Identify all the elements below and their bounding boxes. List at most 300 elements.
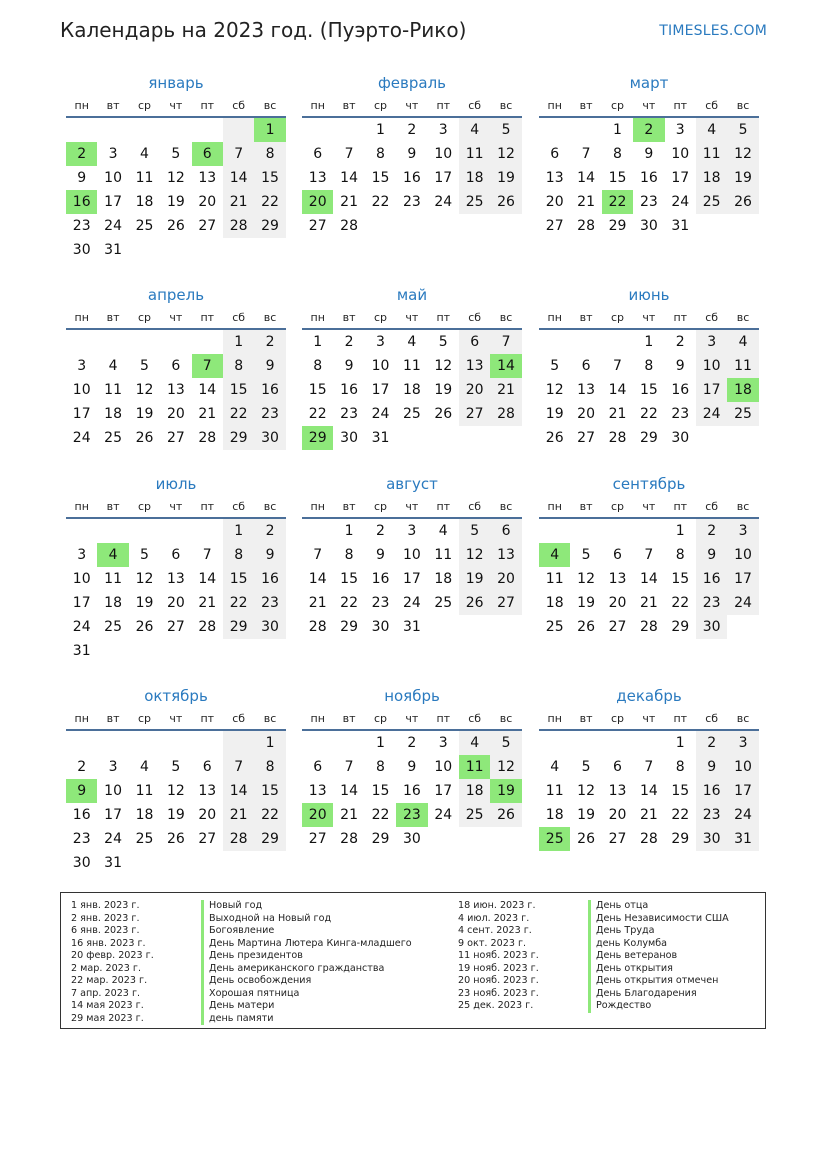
day-cell: 16: [402, 783, 421, 799]
day-cell: 21: [639, 807, 658, 823]
day-cell: 8: [254, 142, 285, 166]
day-cell: 7: [344, 146, 354, 162]
day-cell: 12: [459, 543, 490, 567]
day-cell: 2: [696, 519, 727, 543]
weekday-label: чт: [642, 98, 656, 112]
day-cell: 1: [376, 735, 385, 751]
empty-day-cell: [129, 118, 160, 142]
day-cell: 11: [459, 142, 490, 166]
day-cell: 4: [459, 731, 490, 755]
day-cell: 26: [577, 619, 595, 635]
day-cell: 19: [545, 406, 564, 422]
week-row: [66, 238, 286, 262]
holiday-name: Рождество: [588, 1000, 651, 1013]
holiday-day-cell: 23: [396, 803, 427, 827]
day-cell: 3: [438, 735, 448, 751]
weekday-label: сб: [468, 310, 482, 324]
day-cell: 16: [254, 378, 285, 402]
day-cell: 25: [104, 430, 122, 446]
week-row: [302, 755, 522, 779]
week-row: [66, 639, 286, 663]
holiday-date: 18 июн. 2023 г.: [458, 900, 536, 911]
legend-row: [71, 950, 412, 963]
day-cell: 27: [577, 430, 595, 446]
holiday-day-cell: 2: [633, 118, 664, 142]
page-title: Календарь на 2023 год. (Пуэрто-Рико): [60, 18, 467, 42]
day-cell: 9: [407, 759, 417, 775]
day-cell: 4: [727, 330, 758, 354]
day-cell: 6: [613, 759, 622, 775]
empty-day-cell: [192, 731, 223, 755]
day-cell: 20: [608, 807, 627, 823]
day-cell: 21: [639, 595, 658, 611]
empty-day-cell: [396, 214, 427, 238]
day-cell: 26: [490, 190, 521, 214]
day-cell: 24: [727, 591, 758, 615]
day-cell: 7: [490, 330, 521, 354]
holiday-day-cell: 1: [254, 118, 285, 142]
empty-day-cell: [66, 731, 97, 755]
day-cell: 12: [135, 382, 154, 398]
holiday-date: 22 мар. 2023 г.: [71, 975, 148, 986]
day-cell: 3: [438, 122, 448, 138]
weekday-label: пт: [200, 310, 215, 324]
day-cell: 26: [166, 831, 185, 847]
day-cell: 22: [371, 807, 390, 823]
day-cell: 23: [671, 406, 690, 422]
day-cell: 25: [545, 619, 564, 635]
empty-day-cell: [602, 731, 633, 755]
holiday-date: 25 дек. 2023 г.: [458, 1000, 534, 1011]
day-cell: 4: [459, 118, 490, 142]
weekday-label: вт: [579, 711, 593, 725]
weekday-label: вс: [263, 310, 277, 324]
weekday-header: [66, 707, 286, 731]
day-cell: 30: [254, 615, 285, 639]
week-row: [302, 118, 522, 142]
day-cell: 13: [166, 571, 185, 587]
weekday-label: пн: [547, 499, 562, 513]
holiday-name: День открытия: [588, 963, 673, 976]
site-link[interactable]: TIMESLES.COM: [659, 23, 767, 39]
day-cell: 15: [223, 378, 254, 402]
empty-day-cell: [254, 851, 285, 875]
day-cell: 18: [459, 166, 490, 190]
day-cell: 15: [639, 382, 658, 398]
day-cell: 18: [104, 406, 122, 422]
day-cell: 14: [340, 783, 358, 799]
day-cell: 12: [434, 358, 453, 374]
day-cell: 4: [550, 759, 560, 775]
holiday-day-cell: 7: [192, 354, 223, 378]
day-cell: 24: [72, 619, 91, 635]
weekday-label: сб: [705, 711, 719, 725]
day-cell: 6: [171, 547, 181, 563]
day-cell: 23: [340, 406, 358, 422]
weekday-label: вс: [263, 711, 277, 725]
legend-row: [458, 1000, 729, 1013]
day-cell: 25: [459, 803, 490, 827]
month-4: [66, 284, 286, 450]
legend-row: [71, 938, 412, 951]
day-cell: 17: [104, 807, 122, 823]
empty-day-cell: [490, 426, 521, 450]
month-7: [66, 473, 286, 663]
day-cell: 5: [581, 759, 591, 775]
week-row: [302, 519, 522, 543]
weekday-label: ср: [137, 98, 151, 112]
day-cell: 17: [402, 571, 421, 587]
day-cell: 1: [223, 519, 254, 543]
day-cell: 13: [608, 571, 627, 587]
day-cell: 1: [376, 122, 385, 138]
day-cell: 17: [696, 378, 727, 402]
day-cell: 3: [727, 519, 758, 543]
legend-row: [71, 975, 412, 988]
day-cell: 22: [223, 402, 254, 426]
month-12: [539, 685, 759, 851]
empty-day-cell: [160, 330, 191, 354]
day-cell: 21: [340, 807, 358, 823]
day-cell: 23: [696, 803, 727, 827]
week-row: [539, 519, 759, 543]
day-cell: 27: [545, 218, 564, 234]
month-name: ноябрь: [384, 687, 440, 705]
day-cell: 15: [608, 170, 627, 186]
day-cell: 5: [171, 146, 181, 162]
empty-day-cell: [696, 214, 727, 238]
empty-day-cell: [192, 330, 223, 354]
empty-day-cell: [633, 731, 664, 755]
day-cell: 19: [459, 567, 490, 591]
day-cell: 12: [166, 783, 185, 799]
day-cell: 15: [671, 783, 690, 799]
weekday-header: [539, 707, 759, 731]
empty-day-cell: [302, 731, 333, 755]
day-cell: 27: [608, 831, 627, 847]
month-name: апрель: [147, 286, 205, 304]
day-cell: 5: [550, 358, 560, 374]
day-cell: 15: [223, 567, 254, 591]
empty-day-cell: [727, 615, 758, 639]
day-cell: 4: [108, 358, 118, 374]
day-cell: 5: [459, 519, 490, 543]
day-cell: 9: [696, 755, 727, 779]
day-cell: 9: [696, 543, 727, 567]
day-cell: 8: [613, 146, 622, 162]
week-row: [539, 166, 759, 190]
holiday-date: 4 июл. 2023 г.: [458, 912, 530, 924]
day-cell: 12: [577, 783, 595, 799]
month-name: август: [386, 475, 438, 493]
day-cell: 24: [72, 430, 91, 446]
empty-day-cell: [129, 330, 160, 354]
day-cell: 22: [223, 591, 254, 615]
day-cell: 28: [639, 619, 658, 635]
empty-day-cell: [490, 827, 521, 851]
empty-day-cell: [539, 330, 570, 354]
day-cell: 31: [104, 855, 122, 871]
day-cell: 21: [223, 803, 254, 827]
empty-day-cell: [428, 426, 459, 450]
week-row: [302, 591, 522, 615]
week-row: [302, 615, 522, 639]
day-cell: 28: [340, 831, 358, 847]
holiday-name: День ветеранов: [588, 950, 677, 963]
weekday-label: пт: [673, 98, 688, 112]
day-cell: 10: [104, 783, 122, 799]
day-cell: 3: [77, 358, 87, 374]
holiday-day-cell: 18: [727, 378, 758, 402]
empty-day-cell: [570, 731, 601, 755]
day-cell: 7: [202, 547, 212, 563]
day-cell: 14: [198, 382, 217, 398]
day-cell: 18: [104, 595, 122, 611]
holiday-date: 19 нояб. 2023 г.: [458, 962, 539, 974]
day-cell: 30: [696, 827, 727, 851]
week-row: [66, 378, 286, 402]
weekday-label: чт: [169, 98, 183, 112]
day-cell: 19: [135, 406, 154, 422]
day-cell: 9: [77, 170, 87, 186]
day-cell: 25: [402, 406, 421, 422]
day-cell: 14: [577, 170, 595, 186]
day-cell: 4: [438, 523, 448, 539]
day-cell: 5: [140, 547, 149, 563]
day-cell: 7: [581, 146, 591, 162]
day-cell: 20: [166, 595, 185, 611]
holiday-day-cell: 6: [192, 142, 223, 166]
legend-row: [458, 988, 729, 1001]
day-cell: 22: [371, 194, 390, 210]
week-row: [302, 142, 522, 166]
day-cell: 6: [459, 330, 490, 354]
week-row: [66, 426, 286, 450]
day-cell: 29: [254, 214, 285, 238]
day-cell: 25: [135, 218, 154, 234]
empty-day-cell: [66, 519, 97, 543]
day-cell: 28: [490, 402, 521, 426]
empty-day-cell: [254, 639, 285, 663]
day-cell: 2: [675, 334, 685, 350]
empty-day-cell: [365, 214, 396, 238]
day-cell: 3: [376, 334, 385, 350]
day-cell: 30: [696, 615, 727, 639]
empty-day-cell: [160, 731, 191, 755]
empty-day-cell: [97, 330, 128, 354]
empty-day-cell: [428, 615, 459, 639]
day-cell: 26: [490, 803, 521, 827]
day-cell: 2: [254, 519, 285, 543]
weekday-label: пн: [547, 310, 562, 324]
day-cell: 19: [577, 595, 595, 611]
day-cell: 30: [72, 855, 91, 871]
weekday-label: вт: [106, 711, 120, 725]
week-row: [66, 354, 286, 378]
day-cell: 16: [639, 170, 658, 186]
empty-day-cell: [459, 827, 490, 851]
weekday-label: ср: [137, 310, 151, 324]
day-cell: 1: [613, 122, 622, 138]
weekday-label: пт: [436, 499, 451, 513]
month-name: октябрь: [144, 687, 208, 705]
week-row: [302, 426, 522, 450]
weekday-label: пн: [74, 310, 89, 324]
day-cell: 2: [407, 122, 417, 138]
weekday-label: вт: [106, 98, 120, 112]
weekday-label: ср: [373, 98, 387, 112]
weekday-label: вт: [342, 711, 356, 725]
weekday-label: чт: [405, 310, 419, 324]
holiday-name: День Мартина Лютера Кинга-младшего: [201, 938, 412, 951]
legend-right-column: [458, 900, 729, 1013]
weekday-label: сб: [232, 98, 246, 112]
day-cell: 29: [223, 426, 254, 450]
day-cell: 23: [402, 194, 421, 210]
empty-day-cell: [97, 519, 128, 543]
holiday-day-cell: 9: [66, 779, 97, 803]
empty-day-cell: [160, 118, 191, 142]
day-cell: 25: [434, 595, 453, 611]
legend-row: [458, 950, 729, 963]
week-row: [539, 803, 759, 827]
day-cell: 11: [135, 783, 154, 799]
empty-day-cell: [160, 519, 191, 543]
weekday-label: вс: [499, 499, 513, 513]
day-cell: 11: [727, 354, 758, 378]
empty-day-cell: [302, 118, 333, 142]
week-row: [302, 779, 522, 803]
day-cell: 1: [675, 523, 685, 539]
week-row: [539, 378, 759, 402]
day-cell: 4: [407, 334, 417, 350]
empty-day-cell: [570, 519, 601, 543]
month-5: [302, 284, 522, 450]
day-cell: 14: [340, 170, 358, 186]
legend-row: [71, 1013, 412, 1026]
day-cell: 15: [371, 170, 390, 186]
day-cell: 18: [459, 779, 490, 803]
weekday-label: пн: [310, 711, 325, 725]
weekday-header: [302, 306, 522, 330]
day-cell: 2: [376, 523, 385, 539]
empty-day-cell: [66, 118, 97, 142]
weekday-label: вс: [736, 310, 750, 324]
holiday-date: 9 окт. 2023 г.: [458, 937, 527, 949]
empty-day-cell: [459, 214, 490, 238]
day-cell: 20: [198, 807, 217, 823]
week-row: [66, 827, 286, 851]
day-cell: 12: [166, 170, 185, 186]
weekday-label: сб: [232, 711, 246, 725]
empty-day-cell: [192, 639, 223, 663]
holiday-name: День президентов: [201, 950, 303, 963]
month-name: сентябрь: [612, 475, 686, 493]
weekday-label: сб: [705, 499, 719, 513]
week-row: [66, 755, 286, 779]
day-cell: 10: [671, 146, 690, 162]
empty-day-cell: [129, 731, 160, 755]
day-cell: 24: [104, 831, 122, 847]
weekday-label: ср: [610, 98, 624, 112]
day-cell: 20: [577, 406, 595, 422]
week-row: [302, 166, 522, 190]
weekday-label: чт: [405, 711, 419, 725]
weekday-label: ср: [610, 310, 624, 324]
day-cell: 5: [727, 118, 758, 142]
day-cell: 6: [313, 146, 323, 162]
day-cell: 9: [254, 543, 285, 567]
day-cell: 3: [696, 330, 727, 354]
day-cell: 17: [72, 406, 91, 422]
week-row: [66, 519, 286, 543]
day-cell: 18: [135, 194, 154, 210]
weekday-label: пн: [547, 711, 562, 725]
week-row: [66, 214, 286, 238]
week-row: [539, 142, 759, 166]
day-cell: 26: [434, 406, 453, 422]
empty-day-cell: [490, 615, 521, 639]
day-cell: 4: [696, 118, 727, 142]
holiday-name: День Независимости США: [588, 913, 729, 926]
week-row: [539, 214, 759, 238]
day-cell: 18: [545, 807, 564, 823]
day-cell: 27: [459, 402, 490, 426]
day-cell: 7: [313, 547, 323, 563]
holiday-date: 14 мая 2023 г.: [71, 1000, 144, 1011]
day-cell: 19: [577, 807, 595, 823]
day-cell: 22: [308, 406, 327, 422]
empty-day-cell: [490, 214, 521, 238]
day-cell: 13: [198, 783, 217, 799]
legend-row: [71, 963, 412, 976]
day-cell: 29: [340, 619, 358, 635]
day-cell: 10: [727, 543, 758, 567]
day-cell: 18: [545, 595, 564, 611]
day-cell: 22: [254, 803, 285, 827]
day-cell: 24: [671, 194, 690, 210]
day-cell: 6: [313, 759, 323, 775]
holiday-date: 2 мар. 2023 г.: [71, 962, 142, 974]
holiday-day-cell: 4: [97, 543, 128, 567]
day-cell: 8: [644, 358, 654, 374]
day-cell: 1: [344, 523, 354, 539]
day-cell: 27: [166, 430, 185, 446]
holiday-date: 16 янв. 2023 г.: [71, 937, 146, 949]
day-cell: 2: [696, 731, 727, 755]
day-cell: 13: [308, 170, 327, 186]
day-cell: 13: [490, 543, 521, 567]
weekday-label: пн: [547, 98, 562, 112]
day-cell: 24: [371, 406, 390, 422]
day-cell: 14: [639, 571, 658, 587]
day-cell: 6: [550, 146, 560, 162]
day-cell: 29: [223, 615, 254, 639]
day-cell: 24: [696, 402, 727, 426]
day-cell: 22: [340, 595, 358, 611]
month-name: январь: [148, 74, 204, 92]
day-cell: 14: [223, 779, 254, 803]
empty-day-cell: [570, 330, 601, 354]
day-cell: 16: [254, 567, 285, 591]
holiday-name: День открытия отмечен: [588, 975, 718, 988]
holiday-date: 6 янв. 2023 г.: [71, 925, 140, 936]
day-cell: 29: [671, 619, 690, 635]
month-6: [539, 284, 759, 450]
day-cell: 29: [254, 827, 285, 851]
day-cell: 30: [371, 619, 390, 635]
week-row: [539, 354, 759, 378]
